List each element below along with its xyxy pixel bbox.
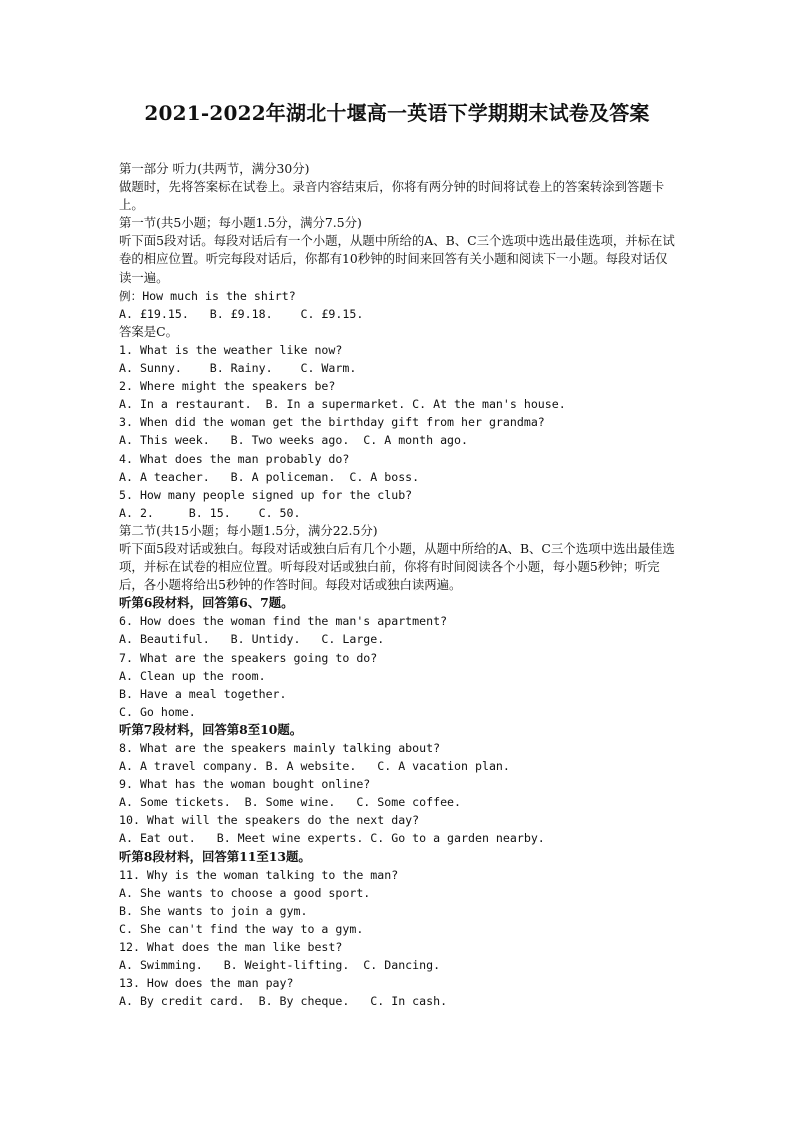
text-line: A. 2. B. 15. C. 50. <box>119 505 301 520</box>
text-line: A. Beautiful. B. Untidy. C. Large. <box>119 632 385 647</box>
text-line: B. Have a meal together. <box>119 686 287 701</box>
text-line: A. Eat out. B. Meet wine experts. C. Go to a garden nearby. <box>119 831 545 846</box>
text-line: 11. Why is the woman talking to the man? <box>119 867 399 882</box>
text-line: A. Swimming. B. Weight-lifting. C. Dancing. <box>119 958 441 973</box>
text-line: A. £19.15. B. £9.18. C. £9.15. <box>119 306 364 321</box>
text-line: 6. How does the woman find the man's apartment? <box>119 614 448 629</box>
text-line: C. Go home. <box>119 704 196 719</box>
text-line: 第二节(共15小题；每小题1.5分，满分22.5分) <box>119 522 378 538</box>
text-line: C. She can't find the way to a gym. <box>119 921 364 936</box>
text-line: A. Some tickets. B. Some wine. C. Some coffee. <box>119 795 462 810</box>
document-body <box>119 160 679 1010</box>
text-line: 10. What will the speakers do the next day? <box>119 813 420 828</box>
text-line: 7. What are the speakers going to do? <box>119 650 378 665</box>
text-line: 2. Where might the speakers be? <box>119 379 336 394</box>
text-line: 第一节(共5小题；每小题1.5分，满分7.5分) <box>119 215 362 231</box>
text-line: 5. How many people signed up for the club? <box>119 487 413 502</box>
text-line: 听第6段材料，回答第6、7题。 <box>119 595 294 611</box>
text-line: 答案是C。 <box>119 323 179 339</box>
text-line: A. In a restaurant. B. In a supermarket. C. At the man's house. <box>119 397 566 412</box>
text-line: 8. What are the speakers mainly talking about? <box>119 741 441 755</box>
text-line: 做题时，先将答案标在试卷上。录音内容结束后，你将有两分钟的时间将试卷上的答案转涂到答题卡上。 <box>119 179 665 213</box>
text-line: A. Clean up the room. <box>119 668 266 683</box>
text-line: A. A teacher. B. A policeman. C. A boss. <box>119 469 420 484</box>
text-line: 第一部分 听力(共两节，满分30分) <box>119 161 310 176</box>
text-line: 听下面5段对话。每段对话后有一个小题，从题中所给的A、B、C三个选项中选出最佳选项，并标在试卷的相应位置。听完每段对话后，你都有10秒钟的时间来回答有关小题和阅读下一小题。每段对话仅读一遍。 <box>119 233 675 285</box>
text-line: 3. When did the woman get the birthday gift from her grandma? <box>119 415 545 430</box>
text-line: 听第8段材料，回答第11至13题。 <box>119 848 311 864</box>
text-line: A. She wants to choose a good sport. <box>119 885 371 900</box>
text-line: A. A travel company. B. A website. C. A vacation plan. <box>119 759 510 774</box>
document-title: 2021-2022年湖北十堰高一英语下学期期末试卷及答案 <box>144 101 650 125</box>
text-line: 13. How does the man pay? <box>119 976 294 991</box>
text-line: B. She wants to join a gym. <box>119 903 308 918</box>
text-line: 听第7段材料，回答第8至10题。 <box>119 721 303 737</box>
text-line: 4. What does the man probably do? <box>119 451 350 466</box>
text-line: A. By credit card. B. By cheque. C. In cash. <box>119 994 448 1009</box>
text-line: 听下面5段对话或独白。每段对话或独白后有几个小题，从题中所给的A、B、C三个选项中选出最佳选项，并标在试卷的相应位置。听每段对话或独白前，你将有时间阅读各个小题，每小题5秒钟；听完后，各小题将给出5秒钟的作答时间。每段对话或独白读两遍。 <box>119 540 675 593</box>
text-line: 9. What has the woman bought online? <box>119 777 371 792</box>
text-line: A. This week. B. Two weeks ago. C. A month ago. <box>119 433 469 448</box>
text-line: A. Sunny. B. Rainy. C. Warm. <box>119 361 357 376</box>
text-line: 12. What does the man like best? <box>119 940 343 955</box>
text-line: 例：How much is the shirt? <box>119 288 296 303</box>
text-line: 1. What is the weather like now? <box>119 342 343 357</box>
